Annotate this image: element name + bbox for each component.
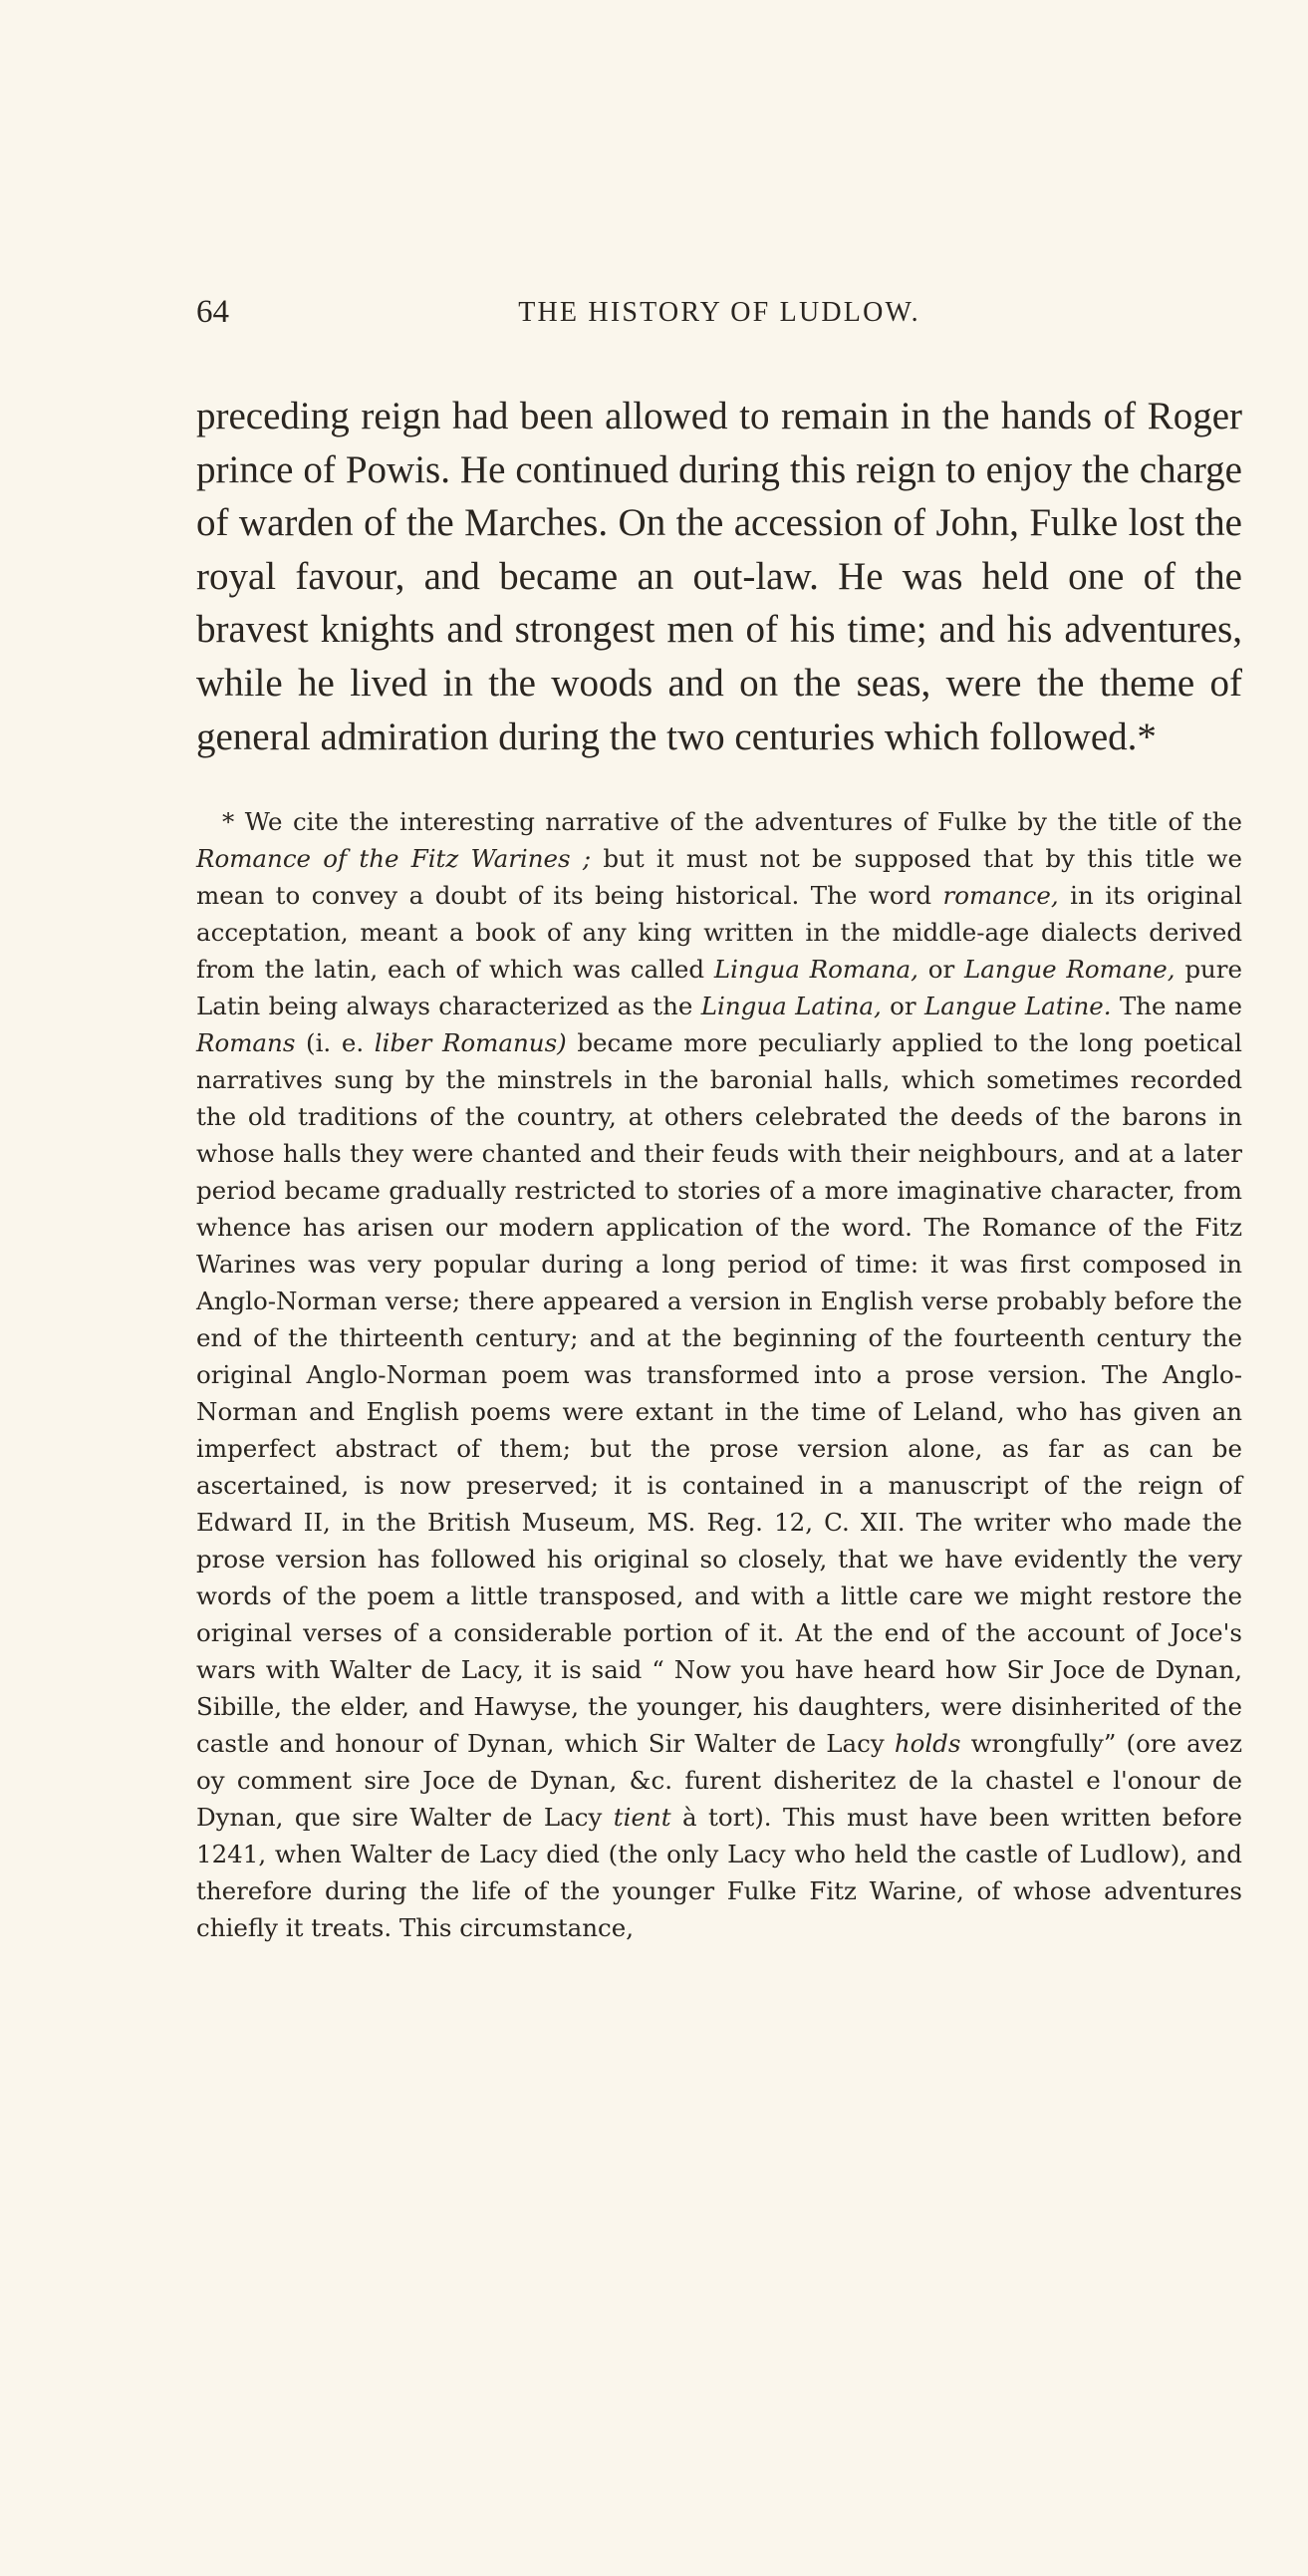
footnote-text bbox=[196, 803, 1242, 1946]
footnote-text-segment: We cite the interesting narrative of the adventures of Fulke by the title of the bbox=[234, 807, 1242, 837]
footnote-text-segment: became more peculiarly applied to the long poetical narratives sung by the minstrels in the baronial halls, which sometimes recorded the old traditions of the country, at others celebrated the deeds of the barons in whose halls they were chanted and their feuds with their neighbours, and at a later period became gradually restricted to stories of a more imaginative character, from whence has arisen our modern application of the word. The Romance of the Fitz Warines was very popular during a long period of time: it was first composed in Anglo-Norman verse; there appeared a version in English verse probably before the end of the thirteenth century; and at the beginning of the fourteenth century the original Anglo-Norman poem was transformed into a prose version. The Anglo-Norman and English poems were extant in the time of Leland, who has given an imperfect abstract of them; but the prose version alone, as far as can be ascertained, is now preserved; it is contained in a manuscript of the reign of Edward II, in the British Museum, MS. Reg. 12, C. XII. The writer who made the prose version has followed his original so closely, that we have evidently the very words of the poem a little transposed, and with a little care we might restore the original verses of a considerable portion of it. At the end of the account of Joce's wars with Walter de Lacy, it is said “ Now you have heard how Sir Joce de Dynan, Sibille, the elder, and Hawyse, the younger, his daughters, were disinherited of the castle and honour of Dynan, which Sir Walter de Lacy bbox=[196, 1028, 1242, 1759]
footnote-text-segment: wrongfully” (ore avez oy comment sire Joce de Dynan, &c. furent disheritez de la chastel e l'onour de Dynan, que sire Walter de Lacy bbox=[196, 1729, 1242, 1833]
footnote-italic-term: tient bbox=[613, 1803, 671, 1833]
footnote-italic-term: liber Romanus) bbox=[374, 1028, 567, 1058]
footnote-italic-term: Romans bbox=[196, 1028, 296, 1058]
running-title: THE HISTORY OF LUDLOW. bbox=[518, 297, 920, 328]
footnote-text-segment: or bbox=[881, 992, 924, 1021]
footnote bbox=[196, 803, 1242, 1946]
book-page bbox=[196, 294, 1242, 1946]
body-paragraph: preceding reign had been allowed to remain in the hands of Roger prince of Powis. He continued during this reign to enjoy the charge of warden of the Marches. On the accession of John, Fulke lost the royal favour, and became an out-law. He was held one of the bravest knights and strongest men of his time; and his adventures, while he lived in the woods and on the seas, were the theme of general admiration during the two centuries which followed.* bbox=[196, 395, 1242, 758]
footnote-text-segment: The name bbox=[1111, 992, 1242, 1021]
footnote-text-segment: pure Latin being always characterized as the bbox=[196, 955, 1242, 1021]
footnote-italic-term: Langue Latine. bbox=[923, 992, 1112, 1021]
footnote-italic-title: Romance of the Fitz Warines ; bbox=[196, 844, 592, 874]
footnote-text-segment: (i. e. bbox=[295, 1028, 375, 1058]
footnote-italic-term: holds bbox=[894, 1729, 961, 1759]
footnote-italic-term: Lingua Latina, bbox=[700, 992, 882, 1021]
footnote-marker: * bbox=[222, 807, 235, 837]
footnote-italic-term: Lingua Romana, bbox=[713, 955, 918, 985]
footnote-text-segment: but it must not be supposed that by this title we mean to convey a doubt of its being historical. The word bbox=[196, 844, 1242, 911]
footnote-text-segment: in its original acceptation, meant a book of any king written in the middle-age dialects derived from the latin, each of which was called bbox=[196, 881, 1242, 985]
running-head bbox=[196, 294, 1242, 334]
footnote-text-segment: or bbox=[917, 955, 964, 985]
footnote-text-segment: à tort). This must have been written before 1241, when Walter de Lacy died (the only Lacy who held the castle of Ludlow), and therefore during the life of the younger Fulke Fitz Warine, of whose adventures chiefly it treats. This circumstance, bbox=[196, 1803, 1242, 1943]
page-number: 64 bbox=[196, 294, 229, 330]
footnote-italic-term: Langue Romane, bbox=[963, 955, 1176, 985]
footnote-italic-term: romance, bbox=[942, 881, 1059, 911]
